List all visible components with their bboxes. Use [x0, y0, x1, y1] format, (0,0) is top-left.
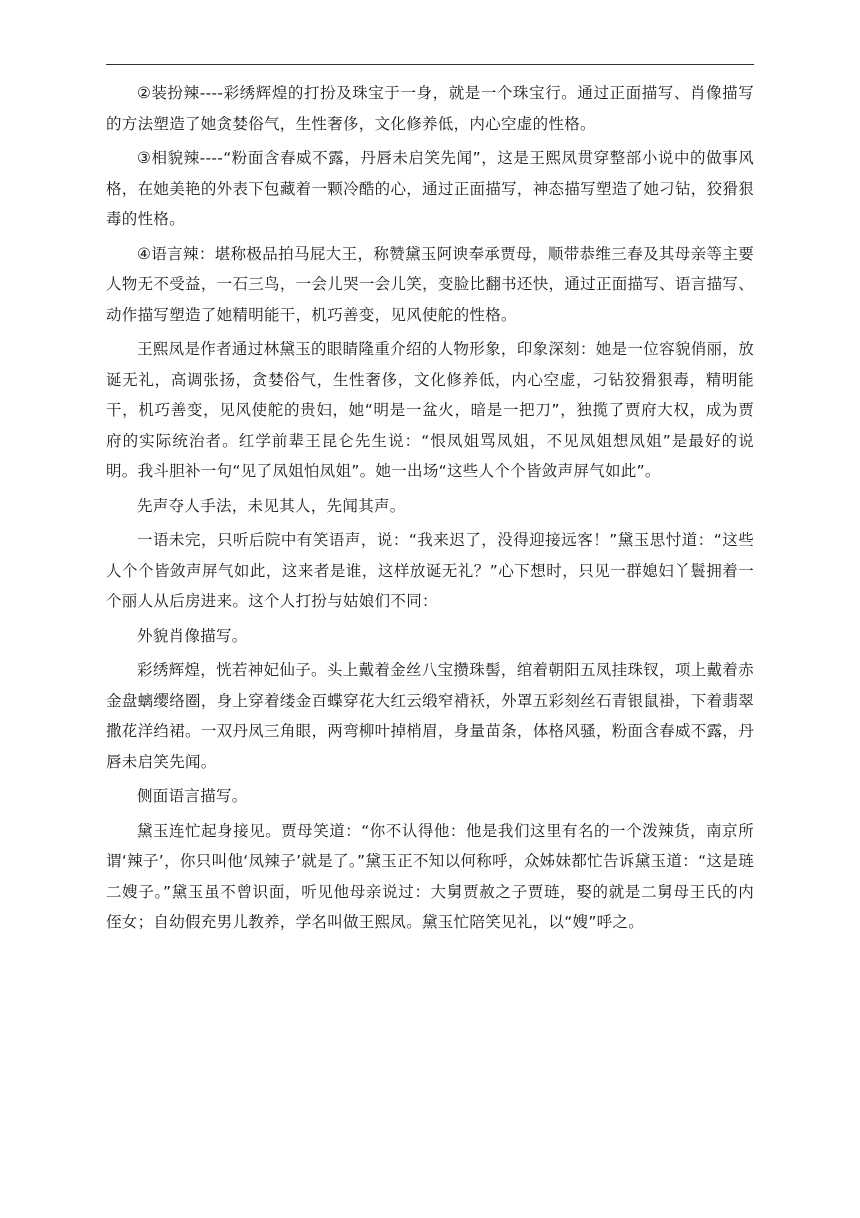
paragraph-technique-heading: 先声夺人手法，未见其人，先闻其声。 — [137, 496, 406, 515]
paragraph-costume: ②装扮辣----彩绣辉煌的打扮及珠宝于一身，就是一个珠宝行。通过正面描写、肖像描写的方法塑造了她贪婪俗气，生性奢侈，文化修养低，内心空虚的性格。 — [106, 84, 754, 133]
document-body — [106, 78, 754, 942]
paragraph-side-heading: 侧面语言描写。 — [137, 787, 248, 805]
paragraph-portrait-heading: 外貌肖像描写。 — [137, 626, 248, 645]
paragraph-quote-portrait: 彩绣辉煌，恍若神妃仙子。头上戴着金丝八宝攒珠髻，绾着朝阳五凤挂珠钗，项上戴着赤金盘螭缨络圈，身上穿着缕金百蝶穿花大红云缎窄褙袄，外罩五彩刻丝石青银鼠褂，下着翡翠撒花洋绉裙。一双丹凤三角眼，两弯柳叶掉梢眉，身量苗条，体格风骚，粉面含春威不露，丹唇未启笑先闻。 — [106, 661, 754, 771]
paragraph-summary: 王熙凤是作者通过林黛玉的眼睛隆重介绍的人物形象，印象深刻：她是一位容貌俏丽，放诞无礼，高调张扬，贪婪俗气，生性奢侈，文化修养低，内心空虚，刁钻狡猾狠毒，精明能干，机巧善变，见风使舵的贵妇，她“明是一盆火，暗是一把刀”，独揽了贾府大权，成为贾府的实际统治者。红学前辈王昆仑先生说：“恨凤姐骂凤姐，不见凤姐想凤姐”是最好的说明。我斗胆补一句“见了凤姐怕凤姐”。她一出场“这些人个个皆敛声屏气如此”。 — [106, 340, 754, 480]
header-rule — [106, 64, 754, 65]
paragraph-quote-entrance: 一语未完，只听后院中有笑语声，说：“我来迟了，没得迎接远客！”黛玉思忖道：“这些人个个皆敛声屏气如此，这来者是谁，这样放诞无礼？”心下想时，只见一群媳妇丫鬟拥着一个丽人从后房进来。这个人打扮与姑娘们不同： — [106, 531, 754, 610]
paragraph-speech: ④语言辣：堪称极品拍马屁大王，称赞黛玉阿谀奉承贾母，顺带恭维三春及其母亲等主要人物无不受益，一石三鸟，一会儿哭一会儿笑，变脸比翻书还快，通过正面描写、语言描写、动作描写塑造了她精明能干，机巧善变，见风使舵的性格。 — [106, 244, 754, 324]
paragraph-appearance: ③相貌辣----“粉面含春威不露，丹唇未启笑先闻”，这是王熙凤贯穿整部小说中的做事风格，在她美艳的外表下包藏着一颗冷酷的心，通过正面描写，神态描写塑造了她刁钻，狡猾狠毒的性格。 — [106, 149, 754, 228]
paragraph-quote-introduction: 黛玉连忙起身接见。贾母笑道：“你不认得他：他是我们这里有名的一个泼辣货，南京所谓‘辣子’，你只叫他‘凤辣子’就是了。”黛玉正不知以何称呼，众姊妹都忙告诉黛玉道：“这是琏二嫂子。”黛玉虽不曾识面，听见他母亲说过：大舅贾赦之子贾琏，娶的就是二舅母王氏的内侄女；自幼假充男儿教养，学名叫做王熙凤。黛玉忙陪笑见礼，以“嫂”呼之。 — [106, 821, 754, 931]
